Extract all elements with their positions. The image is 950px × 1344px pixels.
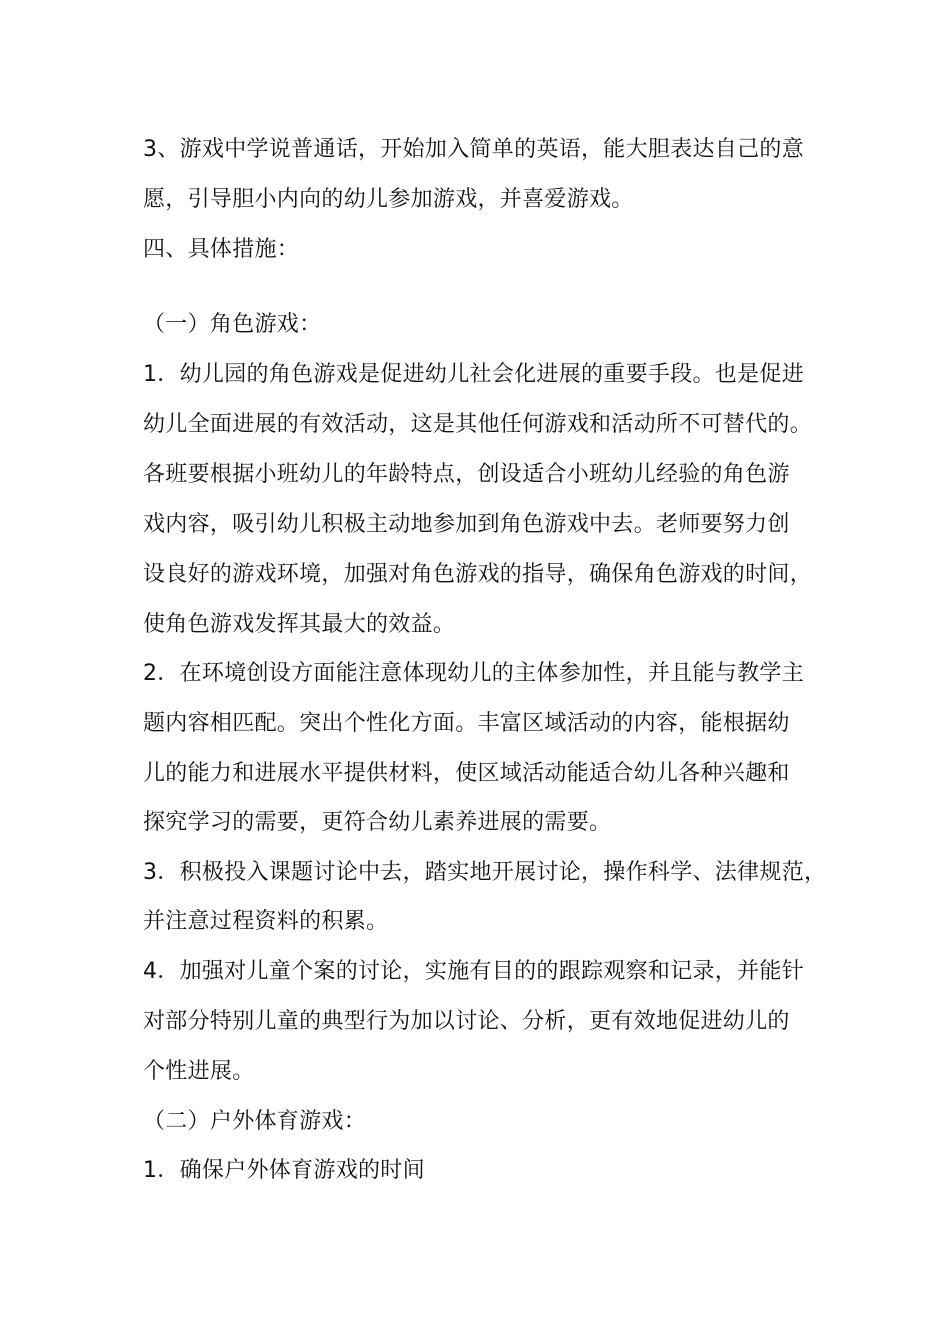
paragraph-line: 1．确保户外体育游戏的时间 bbox=[143, 1158, 425, 1183]
paragraph-line: 设良好的游戏环境，加强对角色游戏的指导，确保角色游戏的时间， bbox=[143, 562, 813, 587]
paragraph-line: 3、游戏中学说普通话，开始加入简单的英语，能大胆表达自己的意 bbox=[143, 137, 804, 162]
paragraph-line: 探究学习的需要，更符合幼儿素养进展的需要。 bbox=[143, 810, 612, 835]
paragraph-line: 1．幼儿园的角色游戏是促进幼儿社会化进展的重要手段。也是促进 bbox=[143, 362, 804, 387]
paragraph-line: 个性进展。 bbox=[143, 1059, 255, 1084]
paragraph-line: 4．加强对儿童个案的讨论，实施有目的的跟踪观察和记录，并能针 bbox=[143, 959, 804, 984]
subsection-heading: （一）角色游戏： bbox=[143, 312, 322, 337]
paragraph-line: 题内容相匹配。突出个性化方面。丰富区域活动的内容，能根据幼 bbox=[143, 711, 790, 736]
paragraph-line: 戏内容，吸引幼儿积极主动地参加到角色游戏中去。老师要努力创 bbox=[143, 512, 790, 537]
paragraph-line: 各班要根据小班幼儿的年龄特点，创设适合小班幼儿经验的角色游 bbox=[143, 462, 790, 487]
paragraph-line: 儿的能力和进展水平提供材料，使区域活动能适合幼儿各种兴趣和 bbox=[143, 761, 790, 786]
paragraph-line: 2．在环境创设方面能注意体现幼儿的主体参加性，并且能与教学主 bbox=[143, 661, 804, 686]
paragraph-line: 对部分特别儿童的典型行为加以讨论、分析，更有效地促进幼儿的 bbox=[143, 1009, 790, 1034]
paragraph-line: 幼儿全面进展的有效活动，这是其他任何游戏和活动所不可替代的。 bbox=[143, 412, 813, 437]
paragraph-line: 使角色游戏发挥其最大的效益。 bbox=[143, 612, 456, 637]
paragraph-line: 并注意过程资料的积累。 bbox=[143, 909, 389, 934]
paragraph-line: 愿，引导胆小内向的幼儿参加游戏，并喜爱游戏。 bbox=[143, 187, 634, 212]
subsection-heading: （二）户外体育游戏： bbox=[143, 1109, 367, 1134]
paragraph-line: 3．积极投入课题讨论中去，踏实地开展讨论，操作科学、法律规范， bbox=[143, 860, 827, 885]
section-heading: 四、具体措施： bbox=[143, 237, 300, 262]
